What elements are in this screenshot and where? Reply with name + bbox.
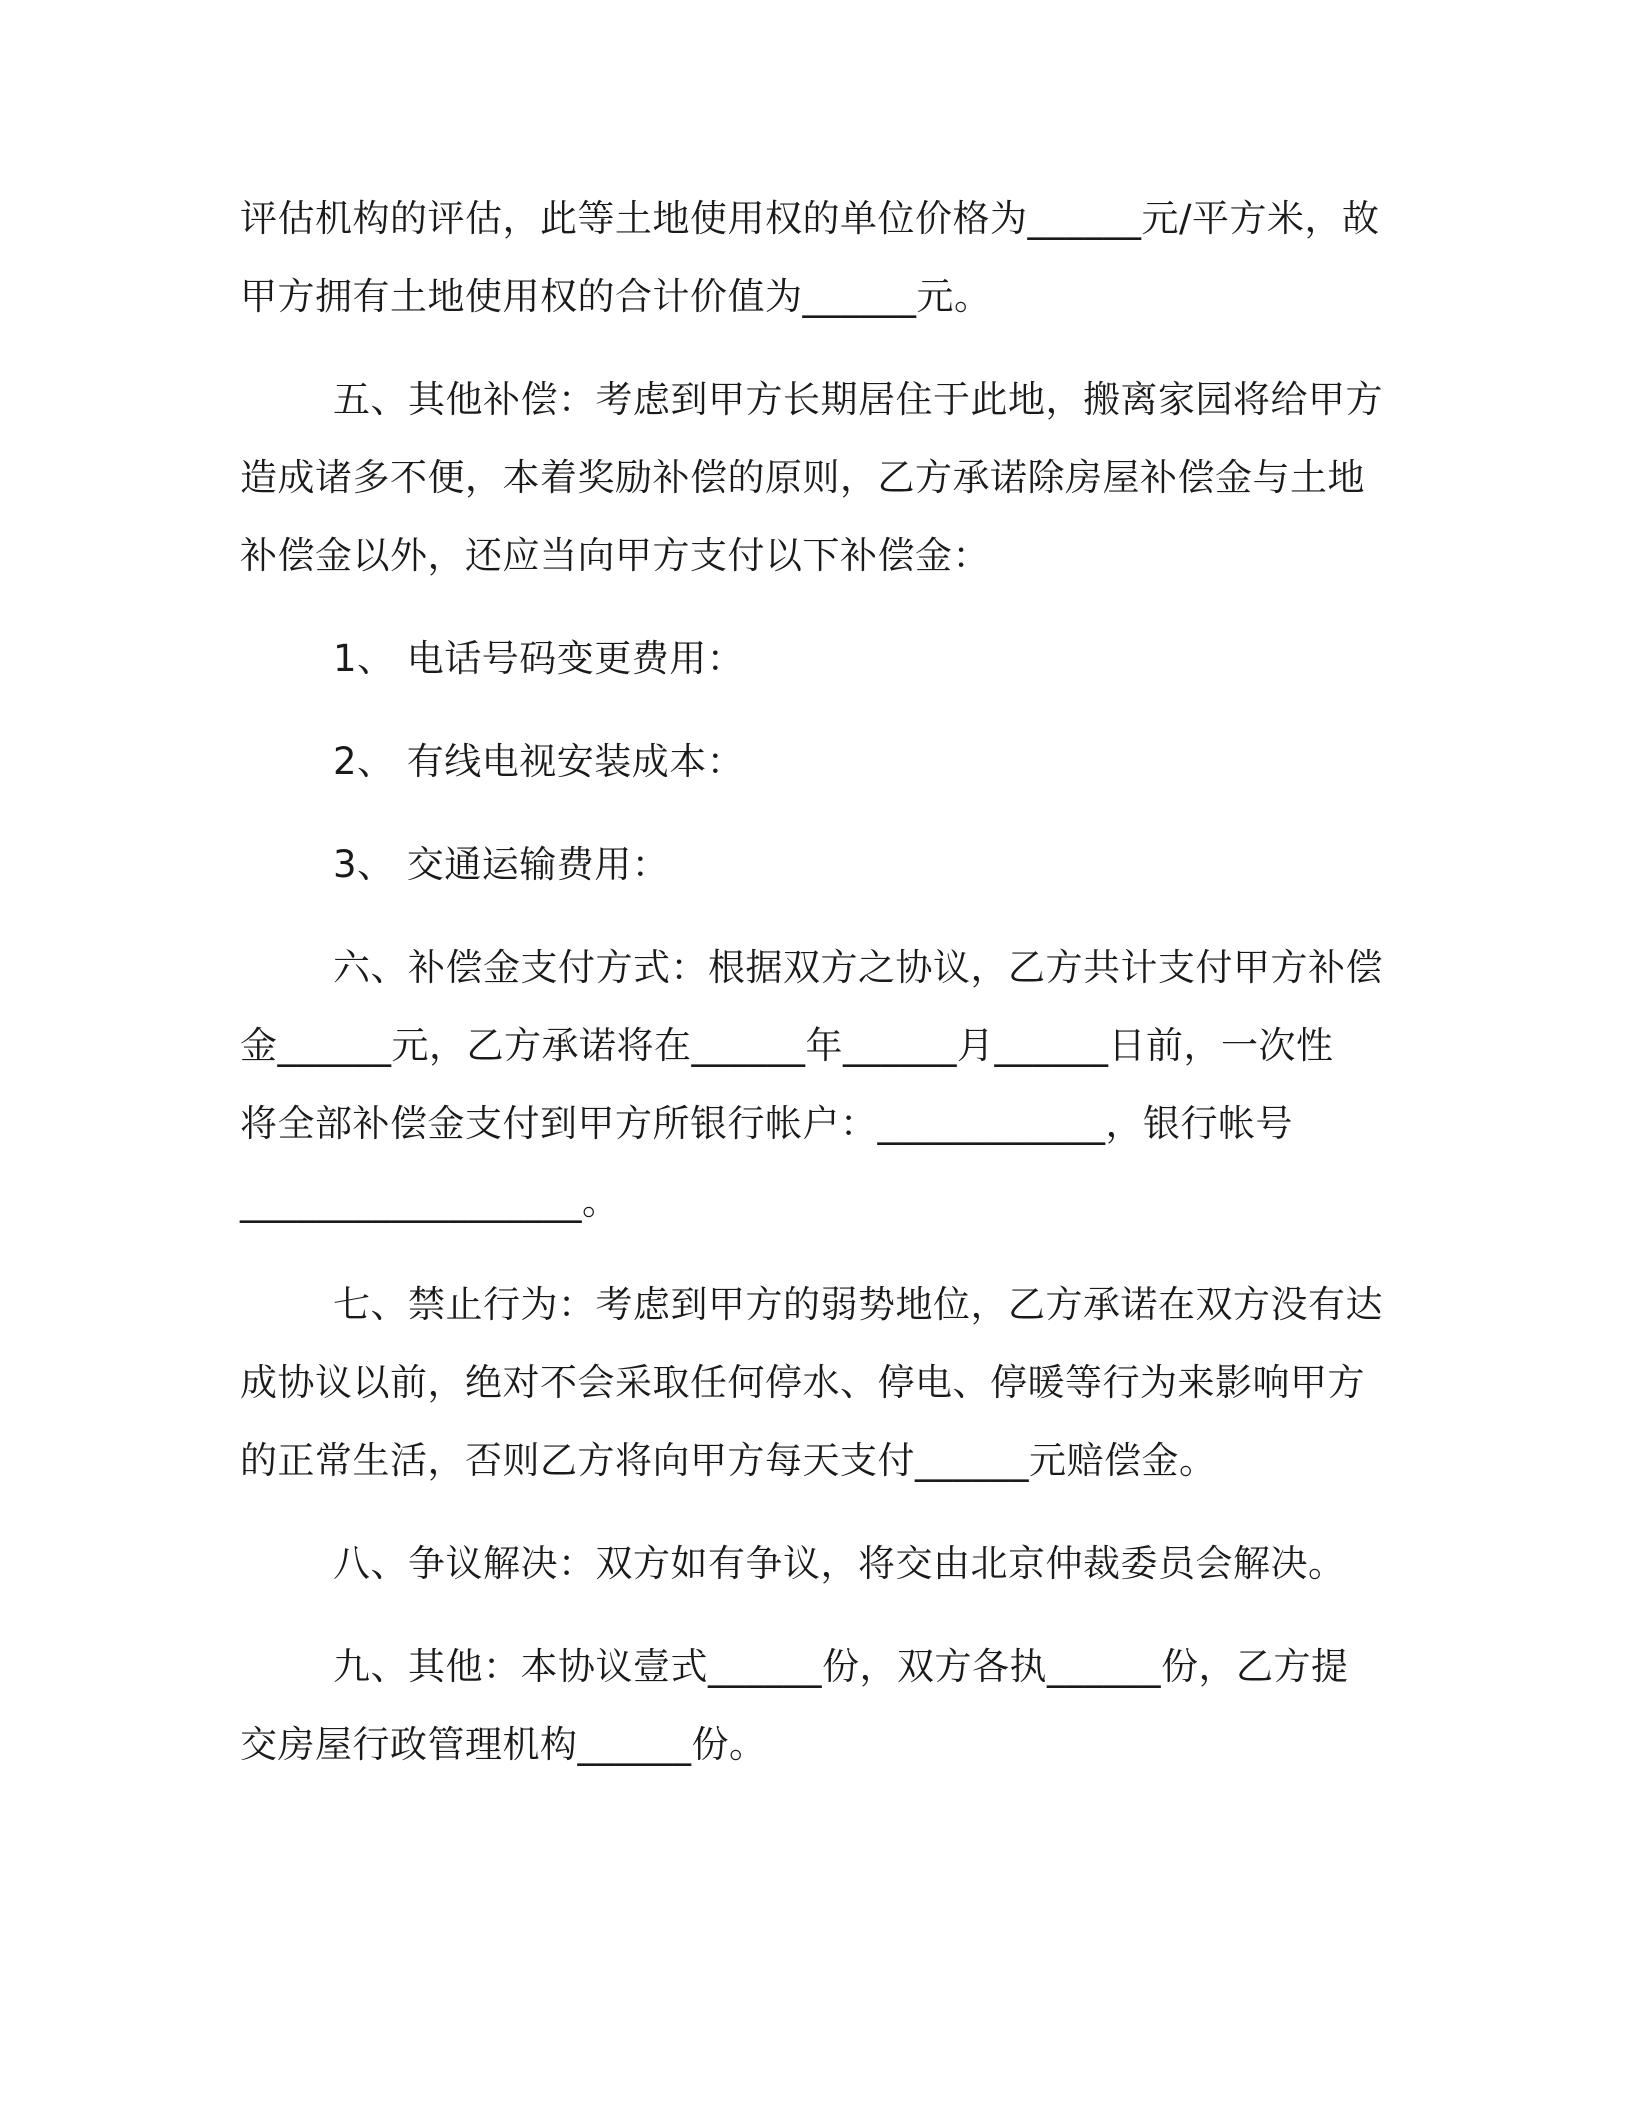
text-line: 五、其他补偿：考虑到甲方长期居住于此地，搬离家园将给甲方 <box>333 378 1383 421</box>
text-line: 成协议以前，绝对不会采取任何停水、停电、停暖等行为来影响甲方 <box>240 1361 1365 1404</box>
text-line: 交房屋行政管理机构______份。 <box>240 1723 767 1766</box>
text-line: 八、争议解决：双方如有争议，将交由北京仲裁委员会解决。 <box>333 1542 1346 1585</box>
paragraph-payment-method <box>240 929 1385 1241</box>
paragraph-dispute-resolution <box>240 1525 1385 1603</box>
text-line: 的正常生活，否则乙方将向甲方每天支付______元赔偿金。 <box>240 1439 1217 1482</box>
paragraph-other-compensation <box>240 361 1385 595</box>
text-line: 1、 电话号码变更费用： <box>333 637 745 680</box>
text-line: 3、 交通运输费用： <box>333 843 670 886</box>
text-line: 评估机构的评估，此等土地使用权的单位价格为______元/平方米，故 <box>240 197 1380 240</box>
text-line: 六、补偿金支付方式：根据双方之协议，乙方共计支付甲方补偿 <box>333 946 1383 989</box>
text-line: 2、 有线电视安装成本： <box>333 740 745 783</box>
list-item-phone-change <box>240 620 1385 698</box>
text-line: 将全部补偿金支付到甲方所银行帐户：____________，银行帐号 <box>240 1102 1293 1145</box>
paragraph-prohibited-acts <box>240 1266 1385 1500</box>
text-line: __________________。 <box>240 1180 620 1223</box>
paragraph-land-value <box>240 180 1385 336</box>
paragraph-other <box>240 1628 1385 1784</box>
list-item-cable-tv <box>240 723 1385 801</box>
text-line: 金______元，乙方承诺将在______年______月______日前，一次性 <box>240 1024 1334 1067</box>
document-page <box>240 180 1385 1784</box>
text-line: 七、禁止行为：考虑到甲方的弱势地位，乙方承诺在双方没有达 <box>333 1283 1383 1326</box>
text-line: 甲方拥有土地使用权的合计价值为______元。 <box>240 275 992 318</box>
text-line: 造成诸多不便，本着奖励补偿的原则，乙方承诺除房屋补偿金与土地 <box>240 456 1365 499</box>
text-line: 九、其他：本协议壹式______份，双方各执______份，乙方提 <box>333 1645 1349 1688</box>
list-item-transport <box>240 826 1385 904</box>
text-line: 补偿金以外，还应当向甲方支付以下补偿金： <box>240 534 990 577</box>
